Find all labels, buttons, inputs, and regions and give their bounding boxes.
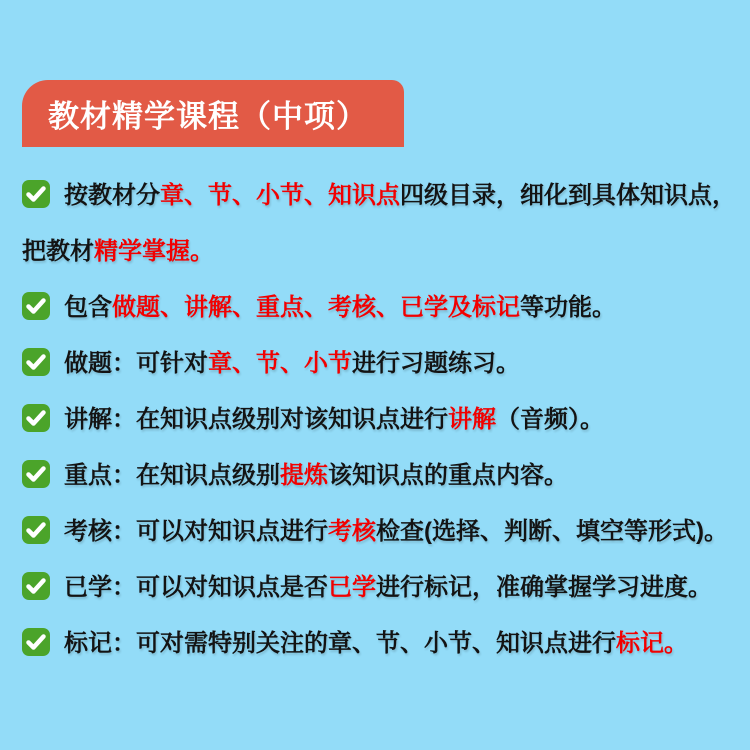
body-text: 按教材分	[64, 182, 160, 209]
body-text: 检查(选择、判断、填空等形式)。	[376, 518, 728, 545]
highlighted-text: 标记。	[616, 630, 688, 657]
bullet-list	[22, 168, 750, 672]
body-text: 做题：可针对	[64, 350, 208, 377]
bullet-line	[22, 280, 750, 335]
bullet-line	[22, 168, 750, 223]
check-icon	[22, 628, 50, 656]
highlighted-text: 考核	[328, 518, 376, 545]
check-icon	[22, 348, 50, 376]
highlighted-text: 做题、讲解、重点、考核、已学及标记	[112, 294, 520, 321]
body-text: 讲解：在知识点级别对该知识点进行	[64, 406, 448, 433]
body-text: 该知识点的重点内容。	[328, 462, 568, 489]
highlighted-text: 章、节、小节、知识点	[160, 182, 400, 209]
check-icon	[22, 460, 50, 488]
body-text: 等功能。	[520, 294, 616, 321]
body-text: 包含	[64, 294, 112, 321]
highlighted-text: 精学掌握。	[94, 238, 214, 265]
body-text: 标记：可对需特别关注的章、节、小节、知识点进行	[64, 630, 616, 657]
bullet-line	[22, 504, 750, 559]
highlighted-text: 章、节、小节	[208, 350, 352, 377]
body-text: 已学：可以对知识点是否	[64, 574, 328, 601]
bullet-line	[22, 560, 750, 615]
title-banner	[22, 80, 404, 147]
bullet-line	[22, 392, 750, 447]
bullet-line	[22, 448, 750, 503]
page-title: 教材精学课程（中项）	[48, 99, 368, 134]
check-icon	[22, 404, 50, 432]
body-text: 进行习题练习。	[352, 350, 520, 377]
highlighted-text: 提炼	[280, 462, 328, 489]
bullet-line-continued	[22, 224, 750, 279]
body-text: 进行标记，准确掌握学习进度。	[376, 574, 712, 601]
body-text: 考核：可以对知识点进行	[64, 518, 328, 545]
highlighted-text: 讲解	[448, 406, 496, 433]
bullet-line	[22, 336, 750, 391]
highlighted-text: 已学	[328, 574, 376, 601]
body-text: 四级目录，细化到具体知识点，	[400, 182, 736, 209]
body-text: 把教材	[22, 238, 94, 265]
body-text: （音频）。	[496, 406, 604, 433]
check-icon	[22, 180, 50, 208]
check-icon	[22, 572, 50, 600]
check-icon	[22, 516, 50, 544]
check-icon	[22, 292, 50, 320]
bullet-line	[22, 616, 750, 671]
body-text: 重点：在知识点级别	[64, 462, 280, 489]
